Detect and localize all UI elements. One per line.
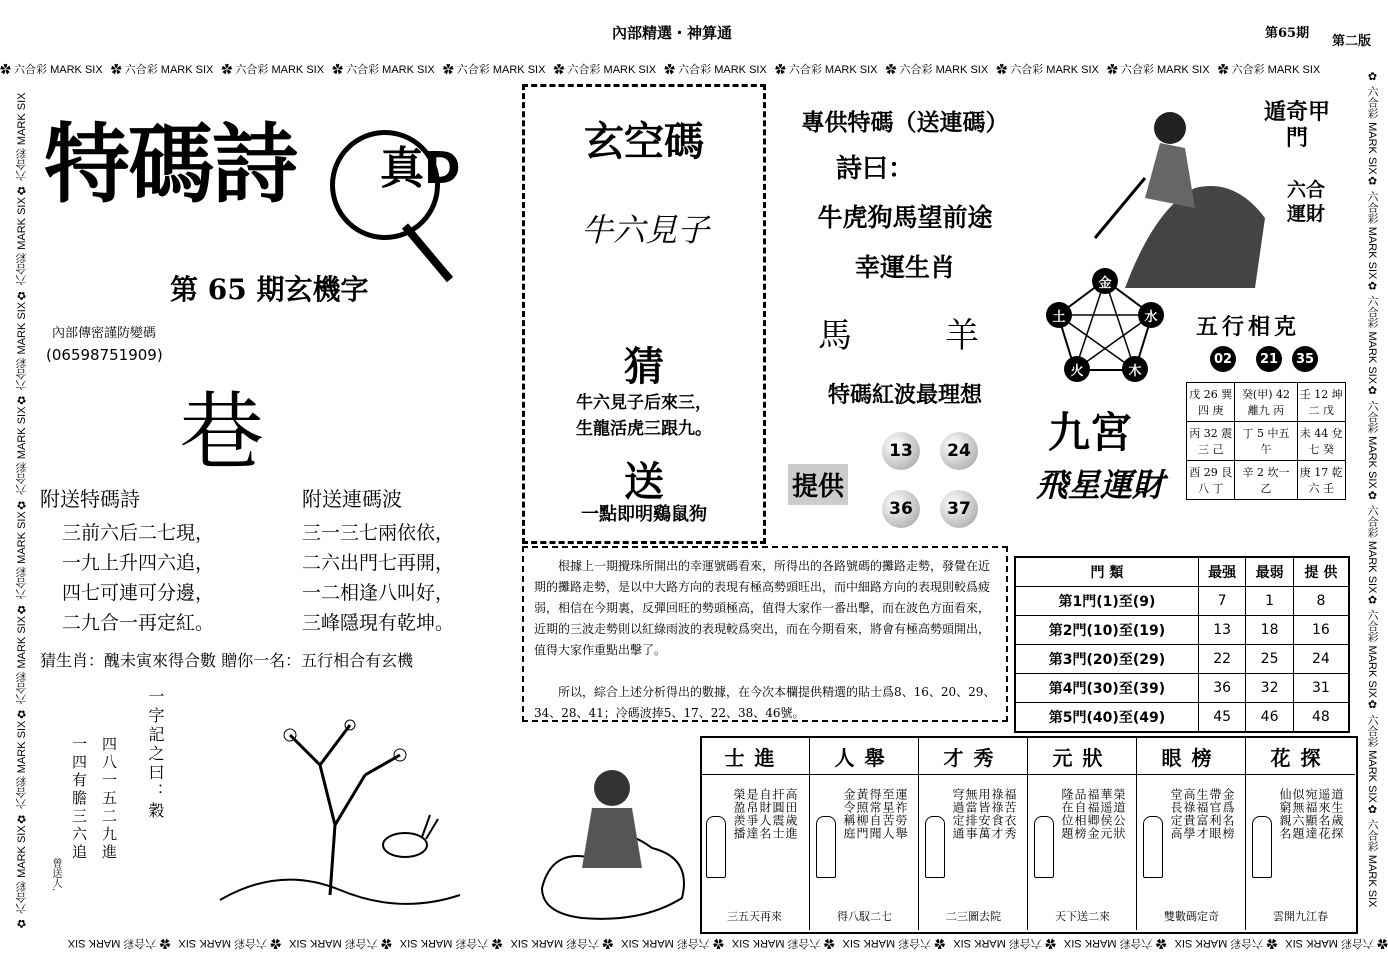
rank-divider [810, 774, 919, 775]
zodiac-2: 羊 [945, 316, 979, 356]
bottom-logo-strip [0, 933, 1388, 955]
rank-verse: 帶官利眼 [1208, 788, 1222, 840]
liuhe-label: 六合運財 [1286, 179, 1325, 225]
element-fire: 火 [1064, 356, 1090, 382]
gate-cell: 1 [1246, 587, 1293, 616]
gate-header: 提 供 [1293, 557, 1349, 587]
mark-six-logo: ✿ 六合彩 MARK SIX [0, 64, 103, 76]
one-char-col-1: 四八一五二九進 [100, 736, 118, 862]
rank-verse: 金爲名榜 [1221, 788, 1235, 840]
rank-footer: 得八馭二七 [837, 910, 892, 923]
gate-header: 門 類 [1015, 557, 1198, 587]
nine-palace-grid [1186, 382, 1346, 500]
mark-six-logo: ✿ 六合彩 MARK SIX [16, 92, 28, 198]
rank-verse: 自財人名 [758, 788, 772, 840]
main-title: 特碼詩 [44, 115, 296, 215]
palace-cell: 庚 17 乾六 壬 [1297, 461, 1345, 500]
deity-illustration [522, 738, 697, 928]
gate-cell: 8 [1293, 587, 1349, 616]
gate-cell: 31 [1293, 674, 1349, 703]
mark-six-logo: ✿ 六合彩 MARK SIX [1174, 937, 1278, 949]
gate-cell: 第3門(20)至(29) [1015, 645, 1198, 674]
rank-verse: 得常自聞 [868, 788, 882, 840]
mark-six-logo: ✿ 六合彩 MARK SIX [885, 64, 989, 76]
poem1 [62, 518, 214, 638]
rank-figure-icon [706, 816, 726, 878]
palace-cell: 辛 2 坎一 乙 [1235, 461, 1297, 500]
table-row [1015, 674, 1349, 703]
rank-verse: 隆在位題 [1060, 788, 1074, 840]
rank-figure-icon [1034, 816, 1054, 878]
rank-divider [1137, 774, 1246, 775]
mark-six-logo: ✿ 六合彩 MARK SIX [67, 937, 171, 949]
table-row [1015, 616, 1349, 645]
rank-verse: 堂長定高 [1169, 788, 1183, 840]
poem1-title: 附送特碼詩 [40, 487, 140, 511]
rank-verse: 仙窮親名 [1278, 788, 1292, 840]
number-ball: 37 [940, 490, 978, 528]
mark-six-logo: ✿ 六合彩 MARK SIX [289, 937, 392, 949]
gate-cell: 45 [1198, 703, 1245, 733]
rank-verse: 高祿貴學 [1182, 788, 1196, 840]
rank-verse: 福苦衣秀 [1003, 788, 1017, 840]
title-suffix: 真D [380, 143, 461, 194]
mark-six-logo: ✿ 六合彩 MARK SIX [1366, 384, 1378, 489]
xuankong-title: 玄空碼 [584, 119, 704, 165]
mark-six-logo: ✿ 六合彩 MARK SIX [442, 64, 546, 76]
mark-six-logo: ✿ 六合彩 MARK SIX [16, 197, 28, 302]
special-line4: 幸運生肖 [854, 253, 955, 282]
gate-table [1014, 556, 1350, 733]
poem2-line: 三峰隱現有乾坤。 [302, 612, 455, 634]
rank-footer: 雲開九江春 [1273, 910, 1328, 923]
element-wood: 木 [1122, 356, 1148, 382]
left-logo-strip [14, 70, 36, 930]
feixing-title: 飛星運財 [1036, 466, 1165, 504]
gate-cell: 22 [1198, 645, 1245, 674]
rank-verse: 榮盈羨播 [732, 788, 746, 840]
send-label: 送 [624, 458, 664, 505]
mark-six-logo: ✿ 六合彩 MARK SIX [510, 937, 614, 949]
rank-figure-icon [1252, 816, 1272, 878]
rank-verse: 品自相榜 [1073, 788, 1087, 840]
rank-verse: 似無六題 [1291, 788, 1305, 840]
table-row [1015, 703, 1349, 733]
mark-six-logo: ✿ 六合彩 MARK SIX [16, 720, 28, 826]
secret-character: 巷 [180, 383, 265, 481]
wuxing-number: 21 [1256, 346, 1282, 372]
mark-six-logo: ✿ 六合彩 MARK SIX [332, 64, 435, 76]
edition-label: 第二版 [1332, 34, 1372, 49]
poem1-line: 三前六后二七現， [62, 522, 215, 544]
rank-verse: 遥來名花 [1317, 788, 1331, 840]
mark-six-logo: ✿ 六合彩 MARK SIX [16, 825, 28, 930]
palace-cell: 酉 29 艮八 丁 [1187, 461, 1235, 500]
rank-footer: 雙數碼定奇 [1164, 910, 1219, 923]
mark-six-logo: ✿ 六合彩 MARK SIX [1285, 937, 1388, 949]
rank-title: 元狀 [1052, 746, 1113, 770]
mark-six-logo: ✿ 六合彩 MARK SIX [1366, 279, 1378, 385]
palace-cell: 丙 32 震三 己 [1187, 422, 1235, 461]
analysis-paragraph-1: 根據上一期攪珠所開出的幸運號碼看來，所得出的各路號碼的攤路走勢，發覺在近期的攤路走勢，是以中大路方向的表現有極高勢頭旺出，而中細路方向的表現則較爲疲弱，相信在今期裏，反彈回旺的勢頭極高，值得大家作一番出擊，而在波色方面看來，近期的三波走勢則以紅綠雨波的表現較爲突出，而在今期看來，將會有極高勢頭開出，值得大家作重點出擊了。 [534, 559, 991, 657]
rank-verse: 運祚勞舉 [894, 788, 908, 840]
mark-six-logo: ✿ 六合彩 MARK SIX [1366, 698, 1378, 803]
mark-six-logo: ✿ 六合彩 MARK SIX [16, 301, 28, 407]
number-ball: 13 [882, 432, 920, 470]
mark-six-logo: ✿ 六合彩 MARK SIX [731, 937, 835, 949]
rank-verse: 金令稱庭 [842, 788, 856, 840]
mark-six-logo: ✿ 六合彩 MARK SIX [1366, 174, 1378, 280]
special-line2: 詩曰： [835, 154, 914, 184]
poem2-line: 一二相逢八叫好， [302, 582, 455, 604]
phone-number: (06598751909) [46, 346, 163, 364]
rank-verse: 榮道公狀 [1112, 788, 1126, 840]
rank-column [809, 736, 919, 930]
gate-cell: 第5門(40)至(49) [1015, 703, 1198, 733]
element-earth: 土 [1046, 302, 1072, 328]
mark-six-logo: ✿ 六合彩 MARK SIX [16, 511, 28, 616]
one-char-title: 一字記之曰：穀 [146, 688, 165, 821]
gate-cell: 第1門(1)至(9) [1015, 587, 1198, 616]
mark-six-logo: ✿ 六合彩 MARK SIX [1366, 70, 1378, 175]
rank-title: 才秀 [943, 746, 1004, 770]
mark-six-logo: ✿ 六合彩 MARK SIX [842, 937, 946, 949]
mark-six-logo: ✿ 六合彩 MARK SIX [16, 615, 28, 721]
gate-cell: 第4門(30)至(39) [1015, 674, 1198, 703]
rank-verse: 道生歲探 [1330, 788, 1344, 840]
provide-label: 提供 [788, 464, 848, 505]
mark-six-logo: ✿ 六合彩 MARK SIX [1106, 64, 1210, 76]
guess-label: 猜 [624, 343, 664, 390]
rank-footer: 二三圖去院 [946, 910, 1001, 923]
rank-figure-icon [1143, 816, 1163, 878]
poem1-line: 一九上升四六追， [62, 552, 215, 574]
right-logo-strip [1358, 70, 1380, 930]
issue-label: 第 65 期玄機字 [170, 273, 369, 306]
mark-six-logo: ✿ 六合彩 MARK SIX [553, 64, 657, 76]
mark-six-logo: ✿ 六合彩 MARK SIX [1366, 593, 1378, 699]
signature: 曾送人. [50, 858, 61, 892]
rank-verse: 福福卿金 [1086, 788, 1100, 840]
poem1-line: 二九合一再定紅。 [62, 612, 215, 634]
warrior-illustration [1085, 88, 1285, 298]
gate-cell: 13 [1198, 616, 1245, 645]
special-line5: 特碼紅波最理想 [827, 383, 982, 408]
poem2-line: 二六出門七再開， [302, 552, 455, 574]
gate-cell: 36 [1198, 674, 1245, 703]
rank-verse: 祿祿食才 [990, 788, 1004, 840]
poem2-line: 三一三七兩依依， [302, 522, 455, 544]
poem2-title: 附送連碼波 [302, 487, 402, 511]
gate-cell: 24 [1293, 645, 1349, 674]
gate-cell: 25 [1246, 645, 1293, 674]
rank-verse: 宛福顯達 [1304, 788, 1318, 840]
special-line1: 專供特碼（送連碼） [801, 110, 1009, 136]
palace-cell: 未 44 兌七 癸 [1297, 422, 1345, 461]
send-text: 一點即明鷄鼠狗 [581, 504, 707, 525]
rank-verse: 用皆安萬 [977, 788, 991, 840]
rank-verse: 無當排事 [964, 788, 978, 840]
table-row [1015, 645, 1349, 674]
gate-cell: 18 [1246, 616, 1293, 645]
guess-text-line: 生龍活虎三跟九。 [576, 419, 712, 439]
mark-six-logo: ✿ 六合彩 MARK SIX [399, 937, 503, 949]
element-water: 水 [1138, 302, 1164, 328]
rank-divider [1246, 774, 1355, 775]
mark-six-logo: ✿ 六合彩 MARK SIX [221, 64, 325, 76]
palace-cell: 壬 12 坤二 戊 [1297, 383, 1345, 422]
rank-figure-icon [925, 816, 945, 878]
number-ball: 36 [882, 490, 920, 528]
rank-figure-icon [816, 816, 836, 878]
zodiac-1: 馬 [818, 316, 852, 356]
magnifier-handle [402, 223, 453, 282]
mark-six-logo: ✿ 六合彩 MARK SIX [774, 64, 878, 76]
gate-cell: 48 [1293, 703, 1349, 733]
mark-six-logo: ✿ 六合彩 MARK SIX [1063, 937, 1167, 949]
table-row [1015, 587, 1349, 616]
guess-text-line: 牛六見子后來三， [576, 393, 712, 413]
poem1-line: 四七可連可分邊， [62, 582, 215, 604]
mark-six-logo: ✿ 六合彩 MARK SIX [16, 406, 28, 512]
rank-divider [1028, 774, 1137, 775]
rank-title: 士進 [724, 746, 785, 770]
one-char-box [50, 688, 178, 928]
mark-six-logo: ✿ 六合彩 MARK SIX [110, 64, 214, 76]
header-center: 內部精選・神算通 [612, 24, 733, 42]
mark-six-logo: ✿ 六合彩 MARK SIX [178, 937, 282, 949]
gate-header: 最强 [1198, 557, 1245, 587]
mark-six-logo: ✿ 六合彩 MARK SIX [1366, 488, 1378, 594]
poem2 [302, 518, 454, 638]
rank-verse: 是帛爭達 [745, 788, 759, 840]
guess-text [522, 390, 766, 442]
rank-verse: 穹過定通 [951, 788, 965, 840]
mark-six-logo: ✿ 六合彩 MARK SIX [996, 64, 1099, 76]
rank-divider [700, 774, 809, 775]
rank-column [1136, 736, 1246, 930]
rank-verse: 華遥侯元 [1099, 788, 1113, 840]
mark-six-logo: ✿ 六合彩 MARK SIX [621, 937, 724, 949]
wuxing-number: 35 [1292, 346, 1318, 372]
rank-column [700, 736, 809, 930]
gate-cell: 第2門(10)至(19) [1015, 616, 1198, 645]
special-line3: 牛虎狗馬望前途 [817, 203, 993, 232]
issue-number: 第65期 [1265, 26, 1310, 41]
analysis-paragraph-2: 所以，綜合上述分析得出的數據，在今次本欄提供精選的貼士爲8、16、20、29、34、28、41；冷碼波捧5、17、22、38、46號。 [534, 685, 996, 720]
rank-divider [919, 774, 1028, 775]
palace-cell: 丁 5 中五 午 [1235, 422, 1297, 461]
gate-cell: 16 [1293, 616, 1349, 645]
palace-cell: 戊 26 巽四 庚 [1187, 383, 1235, 422]
tree-rabbit-illustration [200, 705, 470, 915]
gate-header: 最弱 [1246, 557, 1293, 587]
guess-line: 猜生肖：醜未寅來得合數 贈你一名：五行相合有玄機 [40, 651, 414, 670]
number-ball: 24 [940, 432, 978, 470]
rank-verse: 高田歲進 [784, 788, 798, 840]
qimen-label: 遁奇甲門 [1263, 100, 1330, 151]
rank-title: 花探 [1270, 746, 1331, 770]
handwritten-glyph: 牛六見子 [580, 211, 709, 249]
gate-cell: 7 [1198, 587, 1245, 616]
gate-cell: 46 [1246, 703, 1293, 733]
rank-column [918, 736, 1028, 930]
mark-six-logo: ✿ 六合彩 MARK SIX [1217, 64, 1321, 76]
wuxing-title: 五行相克 [1196, 315, 1301, 340]
element-metal: 金 [1092, 268, 1118, 294]
gate-cell: 32 [1246, 674, 1293, 703]
rank-verse: 至星苦人 [881, 788, 895, 840]
rank-verse: 扞圓震士 [771, 788, 785, 840]
rank-column [1245, 736, 1355, 930]
jiugong-title: 九宮 [1048, 408, 1133, 457]
mark-six-logo: ✿ 六合彩 MARK SIX [1366, 802, 1378, 908]
one-char-col-2: 一四有膽三六追 [70, 736, 88, 862]
palace-cell: 癸(甲) 42 離九 丙 [1235, 383, 1297, 422]
rank-title: 人舉 [834, 746, 895, 770]
rank-footer: 天下送二來 [1055, 910, 1110, 923]
mark-six-logo: ✿ 六合彩 MARK SIX [664, 64, 767, 76]
mark-six-logo: ✿ 六合彩 MARK SIX [953, 937, 1056, 949]
secret-note: 內部傳密謹防變碼 [52, 326, 157, 341]
rank-footer: 三五天再來 [727, 910, 782, 923]
wuxing-number: 02 [1210, 346, 1236, 372]
rank-title: 眼榜 [1161, 746, 1222, 770]
rank-verse: 生福富才 [1195, 788, 1209, 840]
top-logo-strip [0, 58, 1388, 80]
rank-verse: 黃照柳門 [855, 788, 869, 840]
rank-column [1027, 736, 1137, 930]
